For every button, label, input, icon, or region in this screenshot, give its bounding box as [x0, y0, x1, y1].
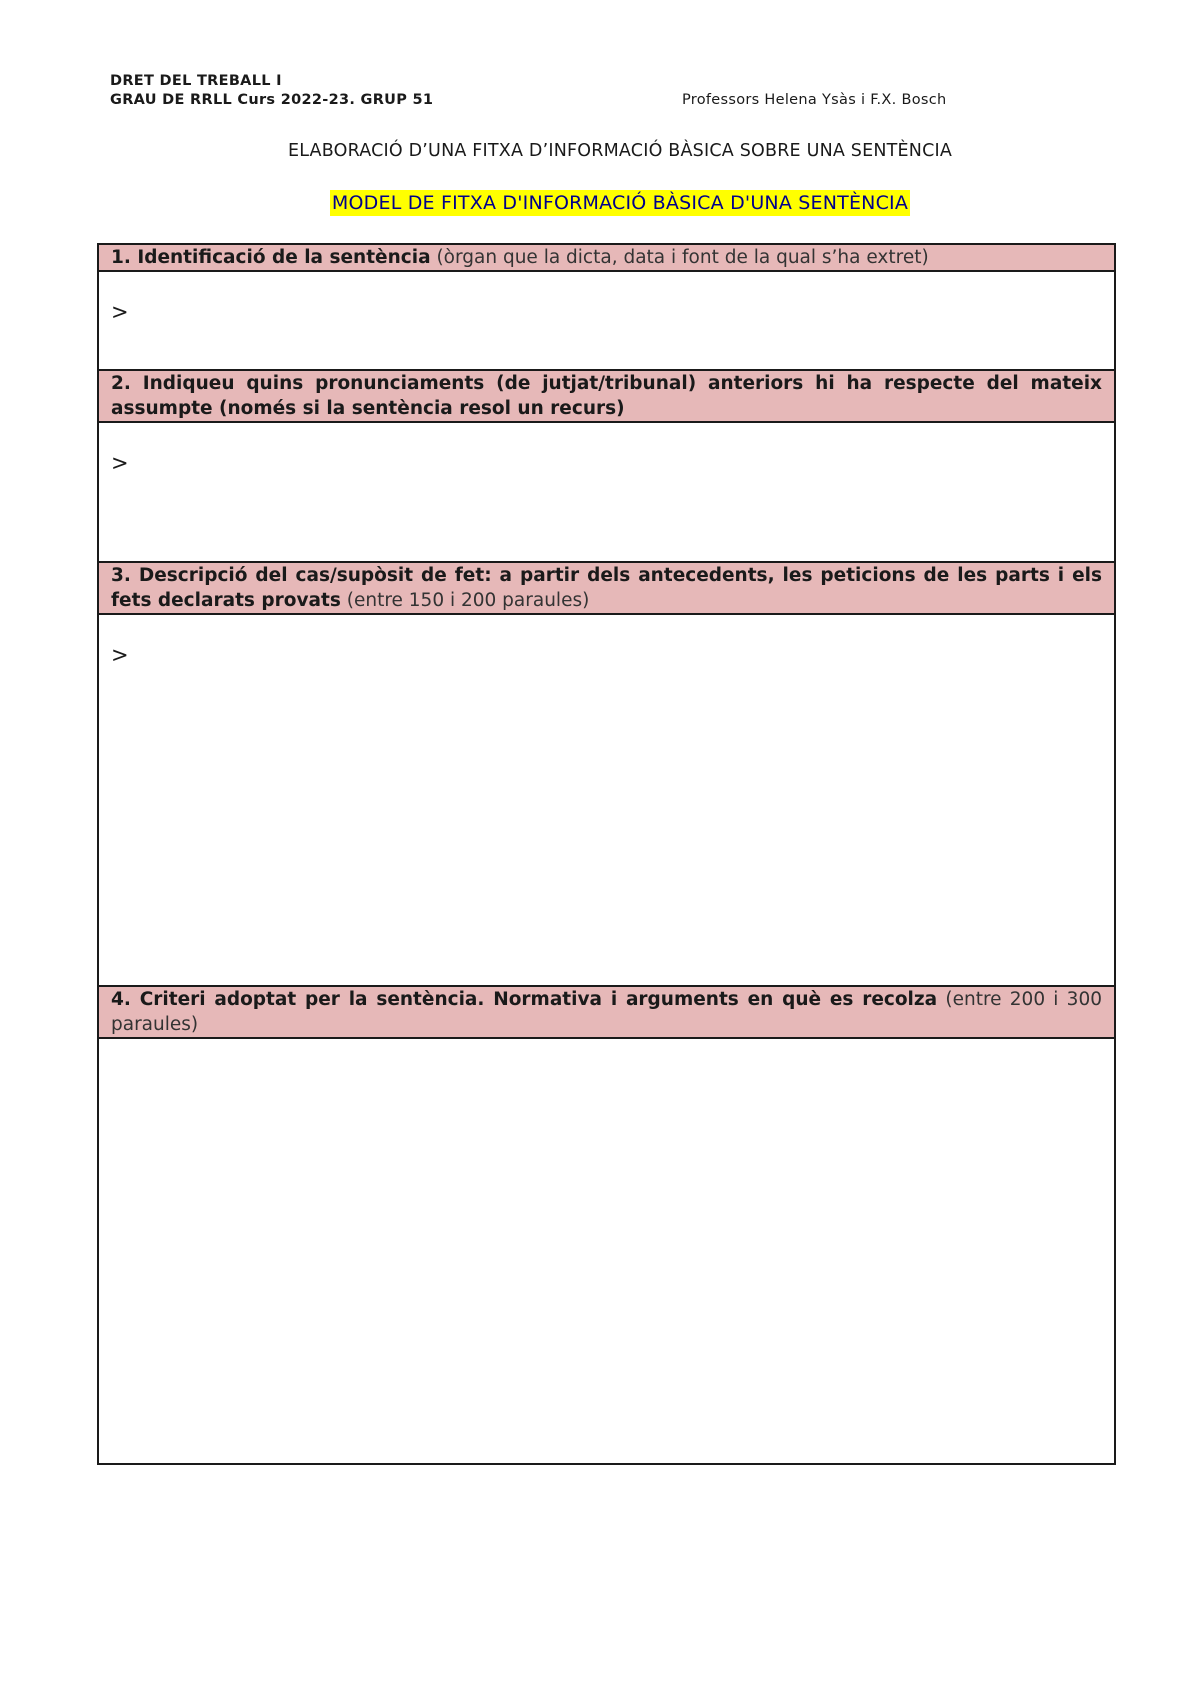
section-1-answer-marker: >: [111, 300, 129, 324]
section-2-heading: [98, 370, 1115, 422]
model-title-wrapper: [0, 190, 1200, 216]
section-3-heading-title: 3. Descripció del cas/supòsit de fet: a partir dels antecedents, les peticions de les parts i els fets declarats provats: [111, 565, 1102, 611]
section-4-heading-title: 4. Criteri adoptat per la sentència. Normativa i arguments en què es recolza: [111, 989, 938, 1010]
section-2-answer-marker: >: [111, 451, 129, 475]
document-title: ELABORACIÓ D’UNA FITXA D’INFORMACIÓ BÀSICA SOBRE UNA SENTÈNCIA: [287, 141, 953, 161]
section-3-answer-marker: >: [111, 643, 129, 667]
section-3-answer-row: [98, 614, 1115, 986]
professors: Professors Helena Ysàs i F.X. Bosch: [682, 92, 947, 108]
fitxa-table: [97, 243, 1116, 1465]
course-name: DRET DEL TREBALL I: [110, 73, 282, 89]
section-1-header-row: [98, 244, 1115, 271]
section-1-answer-field[interactable]: [98, 271, 1115, 370]
section-1-heading: [98, 244, 1115, 271]
section-4-answer-field[interactable]: [98, 1038, 1115, 1464]
section-4-heading-note: (entre 200 i 300 paraules): [111, 989, 1102, 1035]
section-4-header-row: [98, 986, 1115, 1038]
section-1-heading-title: 1. Identificació de la sentència: [111, 247, 431, 268]
section-2-answer-field[interactable]: [98, 422, 1115, 562]
section-3-heading: [98, 562, 1115, 614]
section-1-heading-note: (òrgan que la dicta, data i font de la qual s’ha extret): [430, 247, 929, 268]
section-3-heading-note: (entre 150 i 200 paraules): [340, 590, 590, 611]
model-title: MODEL DE FITXA D'INFORMACIÓ BÀSICA D'UNA SENTÈNCIA: [331, 192, 909, 214]
section-2-header-row: [98, 370, 1115, 422]
course-group: GRAU DE RRLL Curs 2022-23. GRUP 51: [110, 92, 434, 108]
section-3-answer-field[interactable]: [98, 614, 1115, 986]
section-4-heading: [98, 986, 1115, 1038]
section-4-answer-row: [98, 1038, 1115, 1464]
course-header: [110, 72, 433, 110]
section-1-answer-row: [98, 271, 1115, 370]
section-2-answer-row: [98, 422, 1115, 562]
section-2-heading-title: 2. Indiqueu quins pronunciaments (de jutjat/tribunal) anteriors hi ha respecte del mateix assumpte (només si la sentència resol un recurs): [111, 373, 1102, 419]
section-3-header-row: [98, 562, 1115, 614]
